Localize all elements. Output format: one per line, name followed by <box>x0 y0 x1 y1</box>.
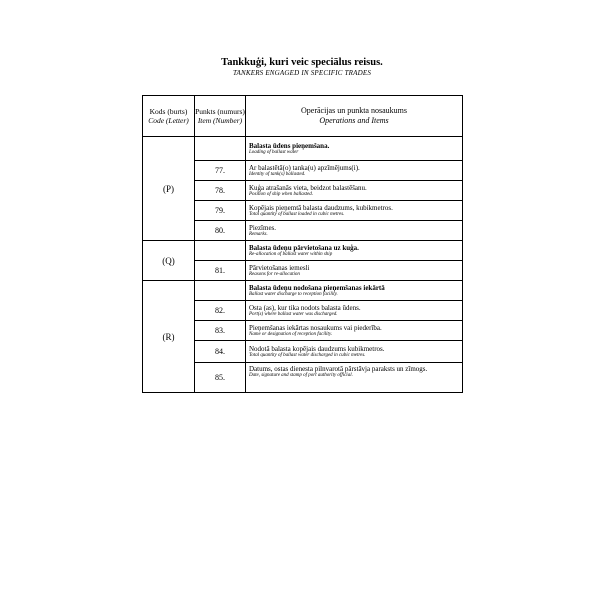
item-lv: Kuģa atrašanās vieta, beidzot balastēšanu. <box>249 183 367 192</box>
header-code-en: Code (Letter) <box>148 116 189 125</box>
code-cell-q: (Q) <box>143 241 195 281</box>
header-code-lv: Kods (burts) <box>149 107 188 116</box>
item-en: Position of ship when ballasted. <box>249 191 314 197</box>
group-heading-r <box>246 281 463 301</box>
item-lv: Datums, ostas dienesta pilnvarotā pārstāvja paraksts un zīmogs. <box>249 365 428 373</box>
item-description <box>246 161 463 181</box>
document-subtitle: TANKERS ENGAGED IN SPECIFIC TRADES <box>232 69 372 77</box>
table-row <box>143 241 463 261</box>
item-en: Remarks. <box>249 231 268 237</box>
document-title: Tankkuģi, kuri veic speciālus reisus. <box>221 57 383 68</box>
header-ops <box>246 96 463 137</box>
header-code <box>143 96 195 137</box>
item-lv: Kopējais pieņemtā balasta daudzums, kubikmetros. <box>249 203 393 212</box>
item-description <box>246 321 463 341</box>
item-lv: Nodotā balasta kopējais daudzums kubikmetros. <box>249 344 385 353</box>
item-en: Name or designation of reception facility. <box>249 331 333 337</box>
group-heading-en: Loading of ballast water <box>249 149 299 155</box>
item-number: 82. <box>195 301 246 321</box>
item-description <box>246 363 463 393</box>
item-number: 80. <box>195 221 246 241</box>
item-lv: Ar balastētā(o) tanka(u) apzīmējums(i). <box>249 163 360 172</box>
item-description <box>246 341 463 363</box>
num-cell-empty <box>195 241 246 261</box>
item-en: Port(s) where ballast water was discharged. <box>249 311 338 317</box>
item-description <box>246 301 463 321</box>
num-cell-empty <box>195 137 246 161</box>
item-lv: Osta (as), kur tika nodots balasta ūdens. <box>249 303 361 312</box>
group-heading-en: Ballast water discharge to reception facility. <box>249 291 338 297</box>
code-cell-r: (R) <box>143 281 195 393</box>
header-item-en: Item (Number) <box>197 116 243 125</box>
item-number: 77. <box>195 161 246 181</box>
item-lv: Pārvietošanas iemesli <box>249 263 310 272</box>
group-heading-en: Re-allocation of ballast water within ship <box>249 251 333 257</box>
header-row <box>143 96 463 137</box>
table-row <box>143 137 463 161</box>
item-lv: Pieņemšanas iekārtas nosaukums vai piederība. <box>249 323 382 332</box>
item-en: Total quantity of ballast water discharged in cubic metres. <box>249 352 366 358</box>
header-item <box>195 96 246 137</box>
item-en: Reasons for re-allocation <box>249 271 300 277</box>
item-description <box>246 261 463 281</box>
table-row <box>143 281 463 301</box>
item-description <box>246 221 463 241</box>
group-heading-q <box>246 241 463 261</box>
item-number: 83. <box>195 321 246 341</box>
group-heading-p <box>246 137 463 161</box>
item-number: 85. <box>195 363 246 393</box>
header-item-lv: Punkts (numurs) <box>195 107 245 116</box>
header-ops-en: Operations and Items <box>319 116 389 125</box>
group-heading-lv: Balasta ūdeņu pārvietošana uz kuģa. <box>249 243 359 252</box>
item-description <box>246 201 463 221</box>
item-number: 84. <box>195 341 246 363</box>
item-en: Total quantity of ballast loaded in cubic metres. <box>249 211 345 217</box>
header-ops-lv: Operācijas un punkta nosaukums <box>301 106 407 115</box>
item-number: 79. <box>195 201 246 221</box>
item-lv: Piezīmes. <box>249 223 277 232</box>
item-en: Date, signature and stamp of port authority official. <box>249 373 353 378</box>
item-number: 78. <box>195 181 246 201</box>
group-heading-lv: Balasta ūdeņu nodošana pieņemšanas iekārtā <box>249 283 385 292</box>
group-heading-lv: Balasta ūdens pieņemšana. <box>249 141 330 150</box>
code-cell-p: (P) <box>143 137 195 241</box>
title-block <box>142 57 462 78</box>
item-en: Identity of tank(s) ballasted. <box>249 171 306 177</box>
item-description <box>246 181 463 201</box>
operations-table <box>142 95 463 393</box>
item-number: 81. <box>195 261 246 281</box>
num-cell-empty <box>195 281 246 301</box>
